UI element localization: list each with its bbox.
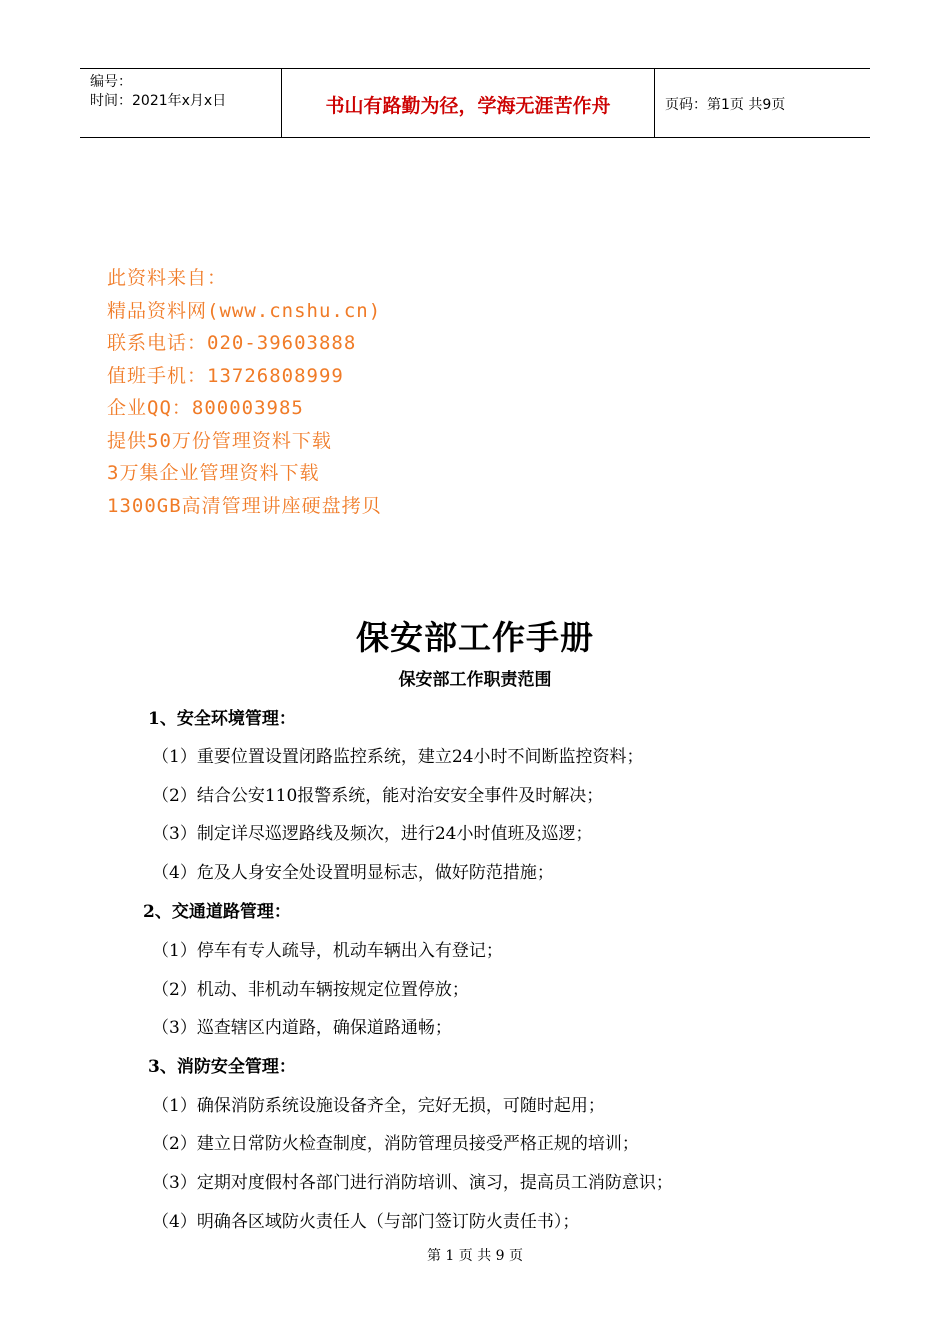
list-item: （3）巡查辖区内道路，确保道路通畅；: [152, 1018, 452, 1038]
list-item: （1）重要位置设置闭路监控系统，建立24小时不间断监控资料；: [152, 747, 644, 767]
section-heading: 2、交通道路管理：: [143, 902, 291, 922]
number-label: 编号：: [90, 74, 132, 90]
list-item: （2）建立日常防火检查制度，消防管理员接受严格正规的培训；: [152, 1134, 639, 1154]
list-item: （2）机动、非机动车辆按规定位置停放；: [152, 980, 469, 1000]
header-page-cell: [655, 69, 870, 137]
list-item: （4）明确各区域防火责任人（与部门签订防火责任书）；: [152, 1212, 580, 1232]
document-subtitle: 保安部工作职责范围: [398, 670, 552, 690]
header-table: [80, 68, 870, 138]
promo-line: 此资料来自：: [107, 267, 228, 289]
promo-line: 1300GB高清管理讲座硬盘拷贝: [107, 494, 382, 517]
list-item: （2）结合公安110报警系统，能对治安安全事件及时解决；: [152, 786, 604, 806]
page-info: 页码：第1页 共9页: [665, 97, 786, 113]
promo-line: 联系电话：020-39603888: [107, 332, 357, 354]
promo-block: [107, 262, 382, 522]
document-title: 保安部工作手册: [356, 618, 594, 657]
promo-line: 企业QQ：800003985: [107, 397, 304, 419]
header-motto-cell: [282, 69, 655, 137]
promo-line: 3万集企业管理资料下载: [107, 462, 320, 484]
section-heading: 3、消防安全管理：: [148, 1057, 296, 1077]
list-item: （3）定期对度假村各部门进行消防培训、演习，提高员工消防意识；: [152, 1173, 673, 1193]
list-item: （1）确保消防系统设施设备齐全，完好无损，可随时起用；: [152, 1096, 605, 1116]
promo-line: 提供50万份管理资料下载: [107, 429, 332, 452]
promo-line: 值班手机：13726808999: [107, 364, 344, 387]
page-footer: 第 1 页 共 9 页: [426, 1248, 524, 1264]
header-meta-cell: [80, 69, 282, 137]
section-heading: 1、安全环境管理：: [148, 709, 296, 729]
motto: 书山有路勤为径，学海无涯苦作舟: [325, 95, 611, 117]
promo-line: 精品资料网(www.cnshu.cn): [107, 299, 382, 322]
list-item: （4）危及人身安全处设置明显标志，做好防范措施；: [152, 863, 554, 883]
time-label: 时间：2021年x月x日: [90, 93, 227, 109]
list-item: （3）制定详尽巡逻路线及频次，进行24小时值班及巡逻；: [152, 824, 593, 844]
list-item: （1）停车有专人疏导，机动车辆出入有登记；: [152, 941, 503, 961]
